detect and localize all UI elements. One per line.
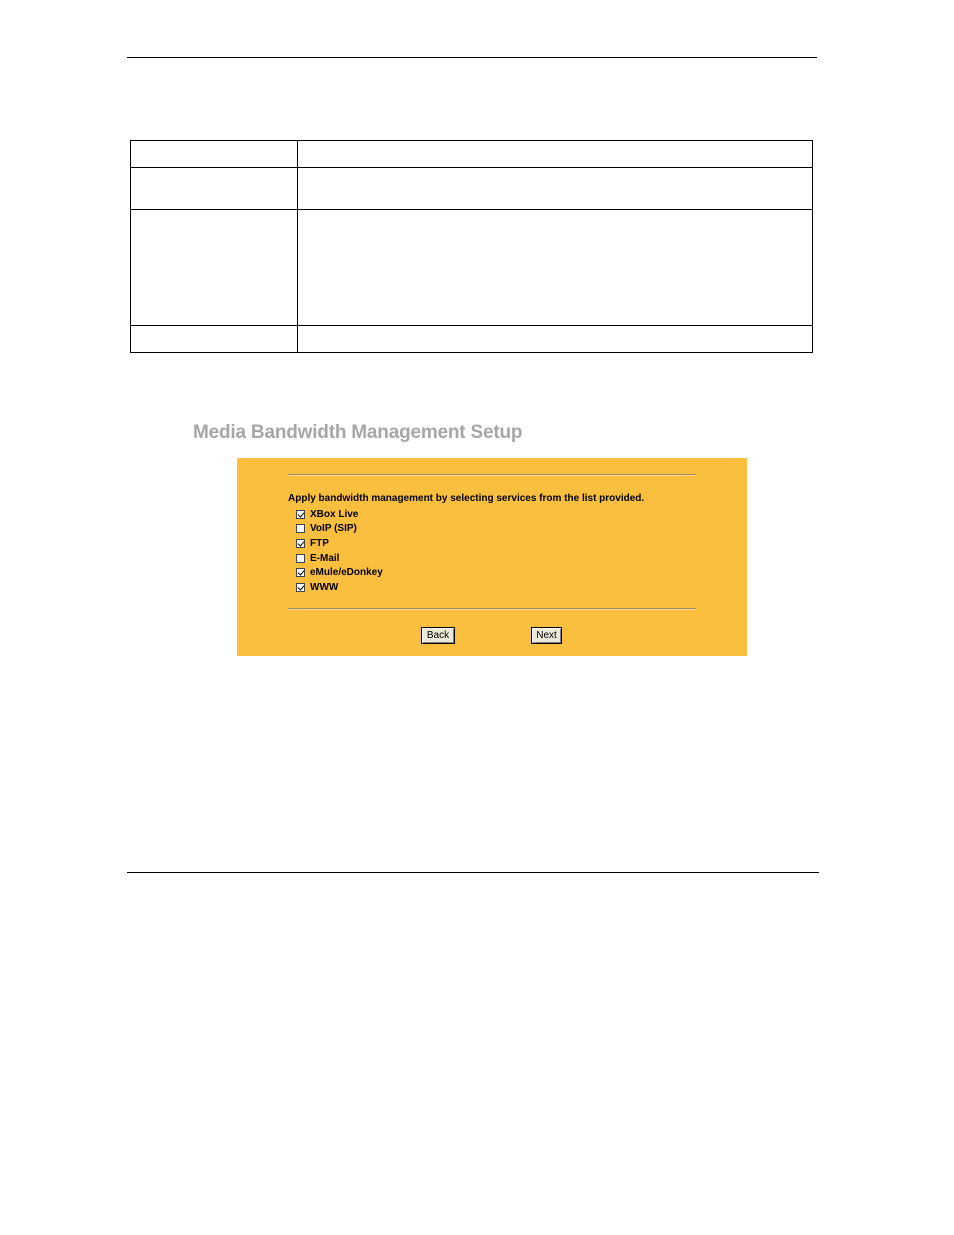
- service-label: VoIP (SIP): [310, 523, 357, 535]
- next-button[interactable]: Next: [531, 627, 562, 644]
- service-label: E-Mail: [310, 552, 340, 564]
- header-rule: [127, 57, 817, 58]
- table-cell: [131, 326, 298, 353]
- table-cell: [131, 168, 298, 210]
- screen-title: Media Bandwidth Management Setup: [193, 422, 523, 443]
- table-cell: [298, 210, 813, 326]
- service-item-www[interactable]: [296, 580, 383, 595]
- service-item-xbox-live[interactable]: [296, 507, 383, 522]
- panel-divider-top: [288, 474, 696, 476]
- instruction-text: Apply bandwidth management by selecting services from the list provided.: [288, 493, 645, 504]
- service-item-ftp[interactable]: [296, 536, 383, 551]
- service-item-emule-edonkey[interactable]: [296, 565, 383, 580]
- service-item-voip-sip[interactable]: [296, 522, 383, 537]
- footer-rule: [127, 872, 819, 873]
- table-cell: [131, 141, 298, 168]
- service-label: XBox Live: [310, 508, 359, 520]
- table-row: [131, 326, 813, 353]
- service-checkbox[interactable]: [296, 524, 305, 533]
- table-row: [131, 168, 813, 210]
- service-checkbox[interactable]: [296, 539, 305, 548]
- table-cell: [298, 326, 813, 353]
- field-description-table: [130, 140, 813, 353]
- service-label: FTP: [310, 537, 329, 549]
- table-cell: [131, 210, 298, 326]
- table-cell: [298, 168, 813, 210]
- service-item-e-mail[interactable]: [296, 551, 383, 566]
- panel-divider-bottom: [288, 608, 696, 610]
- service-label: eMule/eDonkey: [310, 567, 383, 579]
- service-checkbox[interactable]: [296, 583, 305, 592]
- bandwidth-setup-panel: [237, 458, 747, 656]
- service-checkbox[interactable]: [296, 554, 305, 563]
- table-row: [131, 141, 813, 168]
- service-checkbox[interactable]: [296, 510, 305, 519]
- table-row: [131, 210, 813, 326]
- service-list: [296, 507, 383, 595]
- table-cell: [298, 141, 813, 168]
- back-button[interactable]: Back: [421, 627, 455, 644]
- service-checkbox[interactable]: [296, 568, 305, 577]
- service-label: WWW: [310, 581, 339, 593]
